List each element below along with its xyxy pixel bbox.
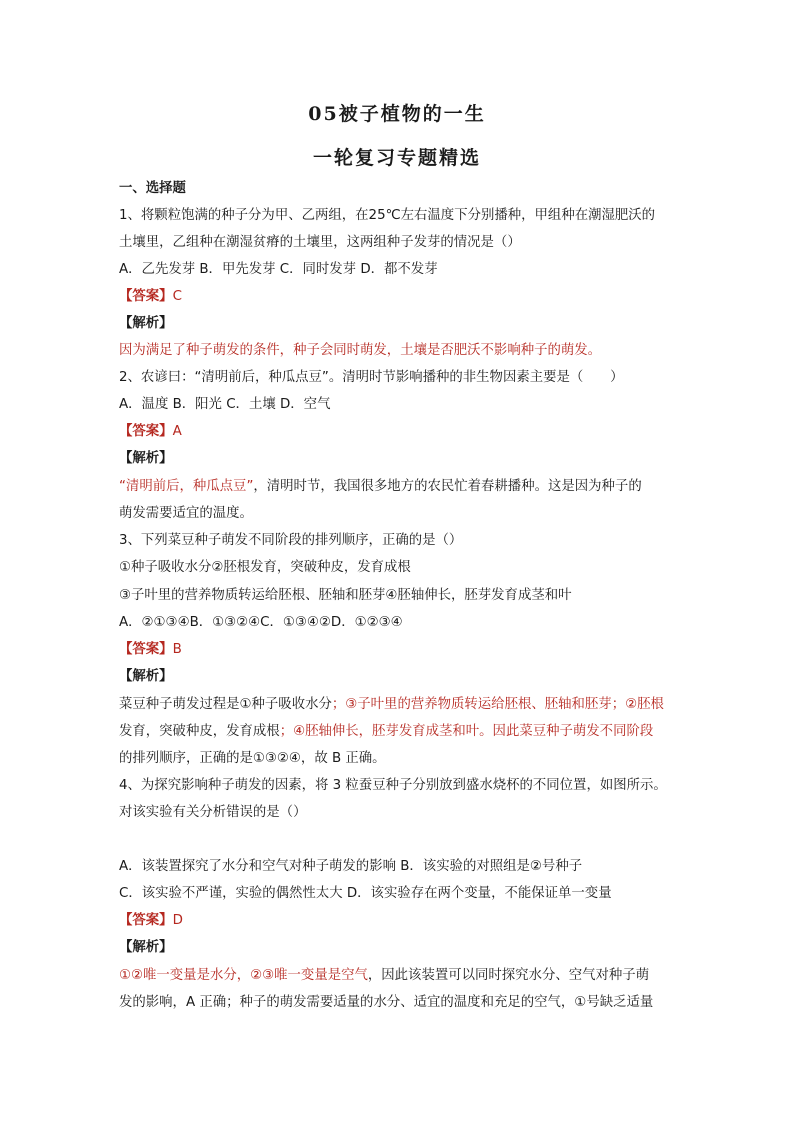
q4-analysis-part-b: ，因此该装置可以同时探究水分、空气对种子萌 bbox=[367, 968, 650, 983]
q1-stem-line2: 土壤里，乙组种在潮湿贫瘠的土壤里，这两组种子发芽的情况是（） bbox=[119, 235, 521, 250]
q2-analysis-line2: 萌发需要适宜的温度。 bbox=[119, 506, 253, 521]
answer-label: 【答案】 bbox=[119, 913, 173, 928]
q2-options: A．温度 B．阳光 C．土壤 D．空气 bbox=[119, 397, 331, 412]
q3-stem-line2: ①种子吸收水分②胚根发育，突破种皮，发育成根 bbox=[119, 560, 411, 575]
section-heading: 一、选择题 bbox=[119, 181, 186, 196]
q3-answer bbox=[119, 641, 182, 659]
q3-answer-value: B bbox=[172, 642, 182, 657]
q2-stem-line1: 2、农谚曰：“清明前后，种瓜点豆”。清明时节影响播种的非生物因素主要是（ ） bbox=[119, 370, 624, 385]
q3-analysis-line2 bbox=[119, 723, 653, 741]
q4-options-line1: A．该装置探究了水分和空气对种子萌发的影响 B．该实验的对照组是②号种子 bbox=[119, 859, 583, 874]
q1-analysis-line1: 因为满足了种子萌发的条件，种子会同时萌发，土壤是否肥沃不影响种子的萌发。 bbox=[119, 343, 602, 358]
q2-analysis-text: ，清明时节，我国很多地方的农民忙着春耕播种。这是因为种子的 bbox=[253, 479, 642, 494]
q3-stem-line1: 3、下列菜豆种子萌发不同阶段的排列顺序，正确的是（） bbox=[119, 533, 463, 548]
q4-analysis-part-a: ①②唯一变量是水分，②③唯一变量是空气 bbox=[119, 968, 368, 983]
q3-analysis-part-c: ；②胚根 bbox=[611, 697, 664, 712]
q2-answer bbox=[119, 423, 182, 441]
q4-analysis-line2 bbox=[119, 994, 653, 1012]
document-title: 05被子植物的一生 bbox=[308, 103, 486, 125]
answer-label: 【答案】 bbox=[119, 289, 173, 304]
q4-stem-line1: 4、为探究影响种子萌发的因素，将 3 粒蚕豆种子分别放到盛水烧杯的不同位置，如图所示。 bbox=[119, 778, 667, 793]
q1-answer bbox=[119, 288, 182, 306]
answer-label: 【答案】 bbox=[119, 642, 173, 657]
q4-options-line2: C．该实验不严谨，实验的偶然性太大 D．该实验存在两个变量，不能保证单一变量 bbox=[119, 886, 612, 901]
q4-answer-value: D bbox=[172, 913, 183, 928]
q3-options: A．②①③④B．①③②④C．①③④②D．①②③④ bbox=[119, 615, 403, 630]
q4-analysis-label: 【解析】 bbox=[119, 940, 173, 955]
q2-analysis-label: 【解析】 bbox=[119, 451, 173, 466]
q2-answer-value: A bbox=[172, 424, 182, 439]
q2-analysis-line1 bbox=[119, 478, 642, 496]
q4-analysis-part-c: 发的影响，A 正确 bbox=[119, 995, 227, 1010]
q1-analysis-label: 【解析】 bbox=[119, 316, 173, 331]
q3-analysis-line3: 的排列顺序，正确的是①③②④，故 B 正确。 bbox=[119, 751, 386, 766]
document-subtitle: 一轮复习专题精选 bbox=[312, 147, 481, 169]
q4-analysis-line1 bbox=[119, 967, 649, 985]
q1-options: A．乙先发芽 B．甲先发芽 C．同时发芽 D．都不发芽 bbox=[119, 262, 438, 277]
q3-analysis-part-e: ；④胚轴伸长，胚芽发育成茎和叶。因此菜豆种子萌发不同阶段 bbox=[279, 724, 654, 739]
answer-label: 【答案】 bbox=[119, 424, 173, 439]
q1-answer-value: C bbox=[172, 289, 182, 304]
q2-analysis-quote: “清明前后，种瓜点豆” bbox=[119, 479, 254, 494]
q3-analysis-label: 【解析】 bbox=[119, 669, 173, 684]
q3-analysis-part-d: 发育，突破种皮，发育成根 bbox=[119, 724, 280, 739]
q4-analysis-part-d: ；种子的萌发需要适量的水分、适宜的温度和充足的空气，①号缺乏适量 bbox=[226, 995, 654, 1010]
q3-analysis-part-b: ；③子叶里的营养物质转运给胚根、胚轴和胚芽 bbox=[331, 697, 612, 712]
q3-analysis-line1 bbox=[119, 696, 664, 714]
q4-answer bbox=[119, 912, 183, 930]
q4-stem-line2: 对该实验有关分析错误的是（） bbox=[119, 805, 307, 820]
q1-stem-line1: 1、将颗粒饱满的种子分为甲、乙两组，在25℃左右温度下分别播种，甲组种在潮湿肥沃的 bbox=[119, 208, 656, 223]
q3-analysis-part-a: 菜豆种子萌发过程是①种子吸收水分 bbox=[119, 697, 332, 712]
q3-stem-line3: ③子叶里的营养物质转运给胚根、胚轴和胚芽④胚轴伸长，胚芽发育成茎和叶 bbox=[119, 588, 572, 603]
